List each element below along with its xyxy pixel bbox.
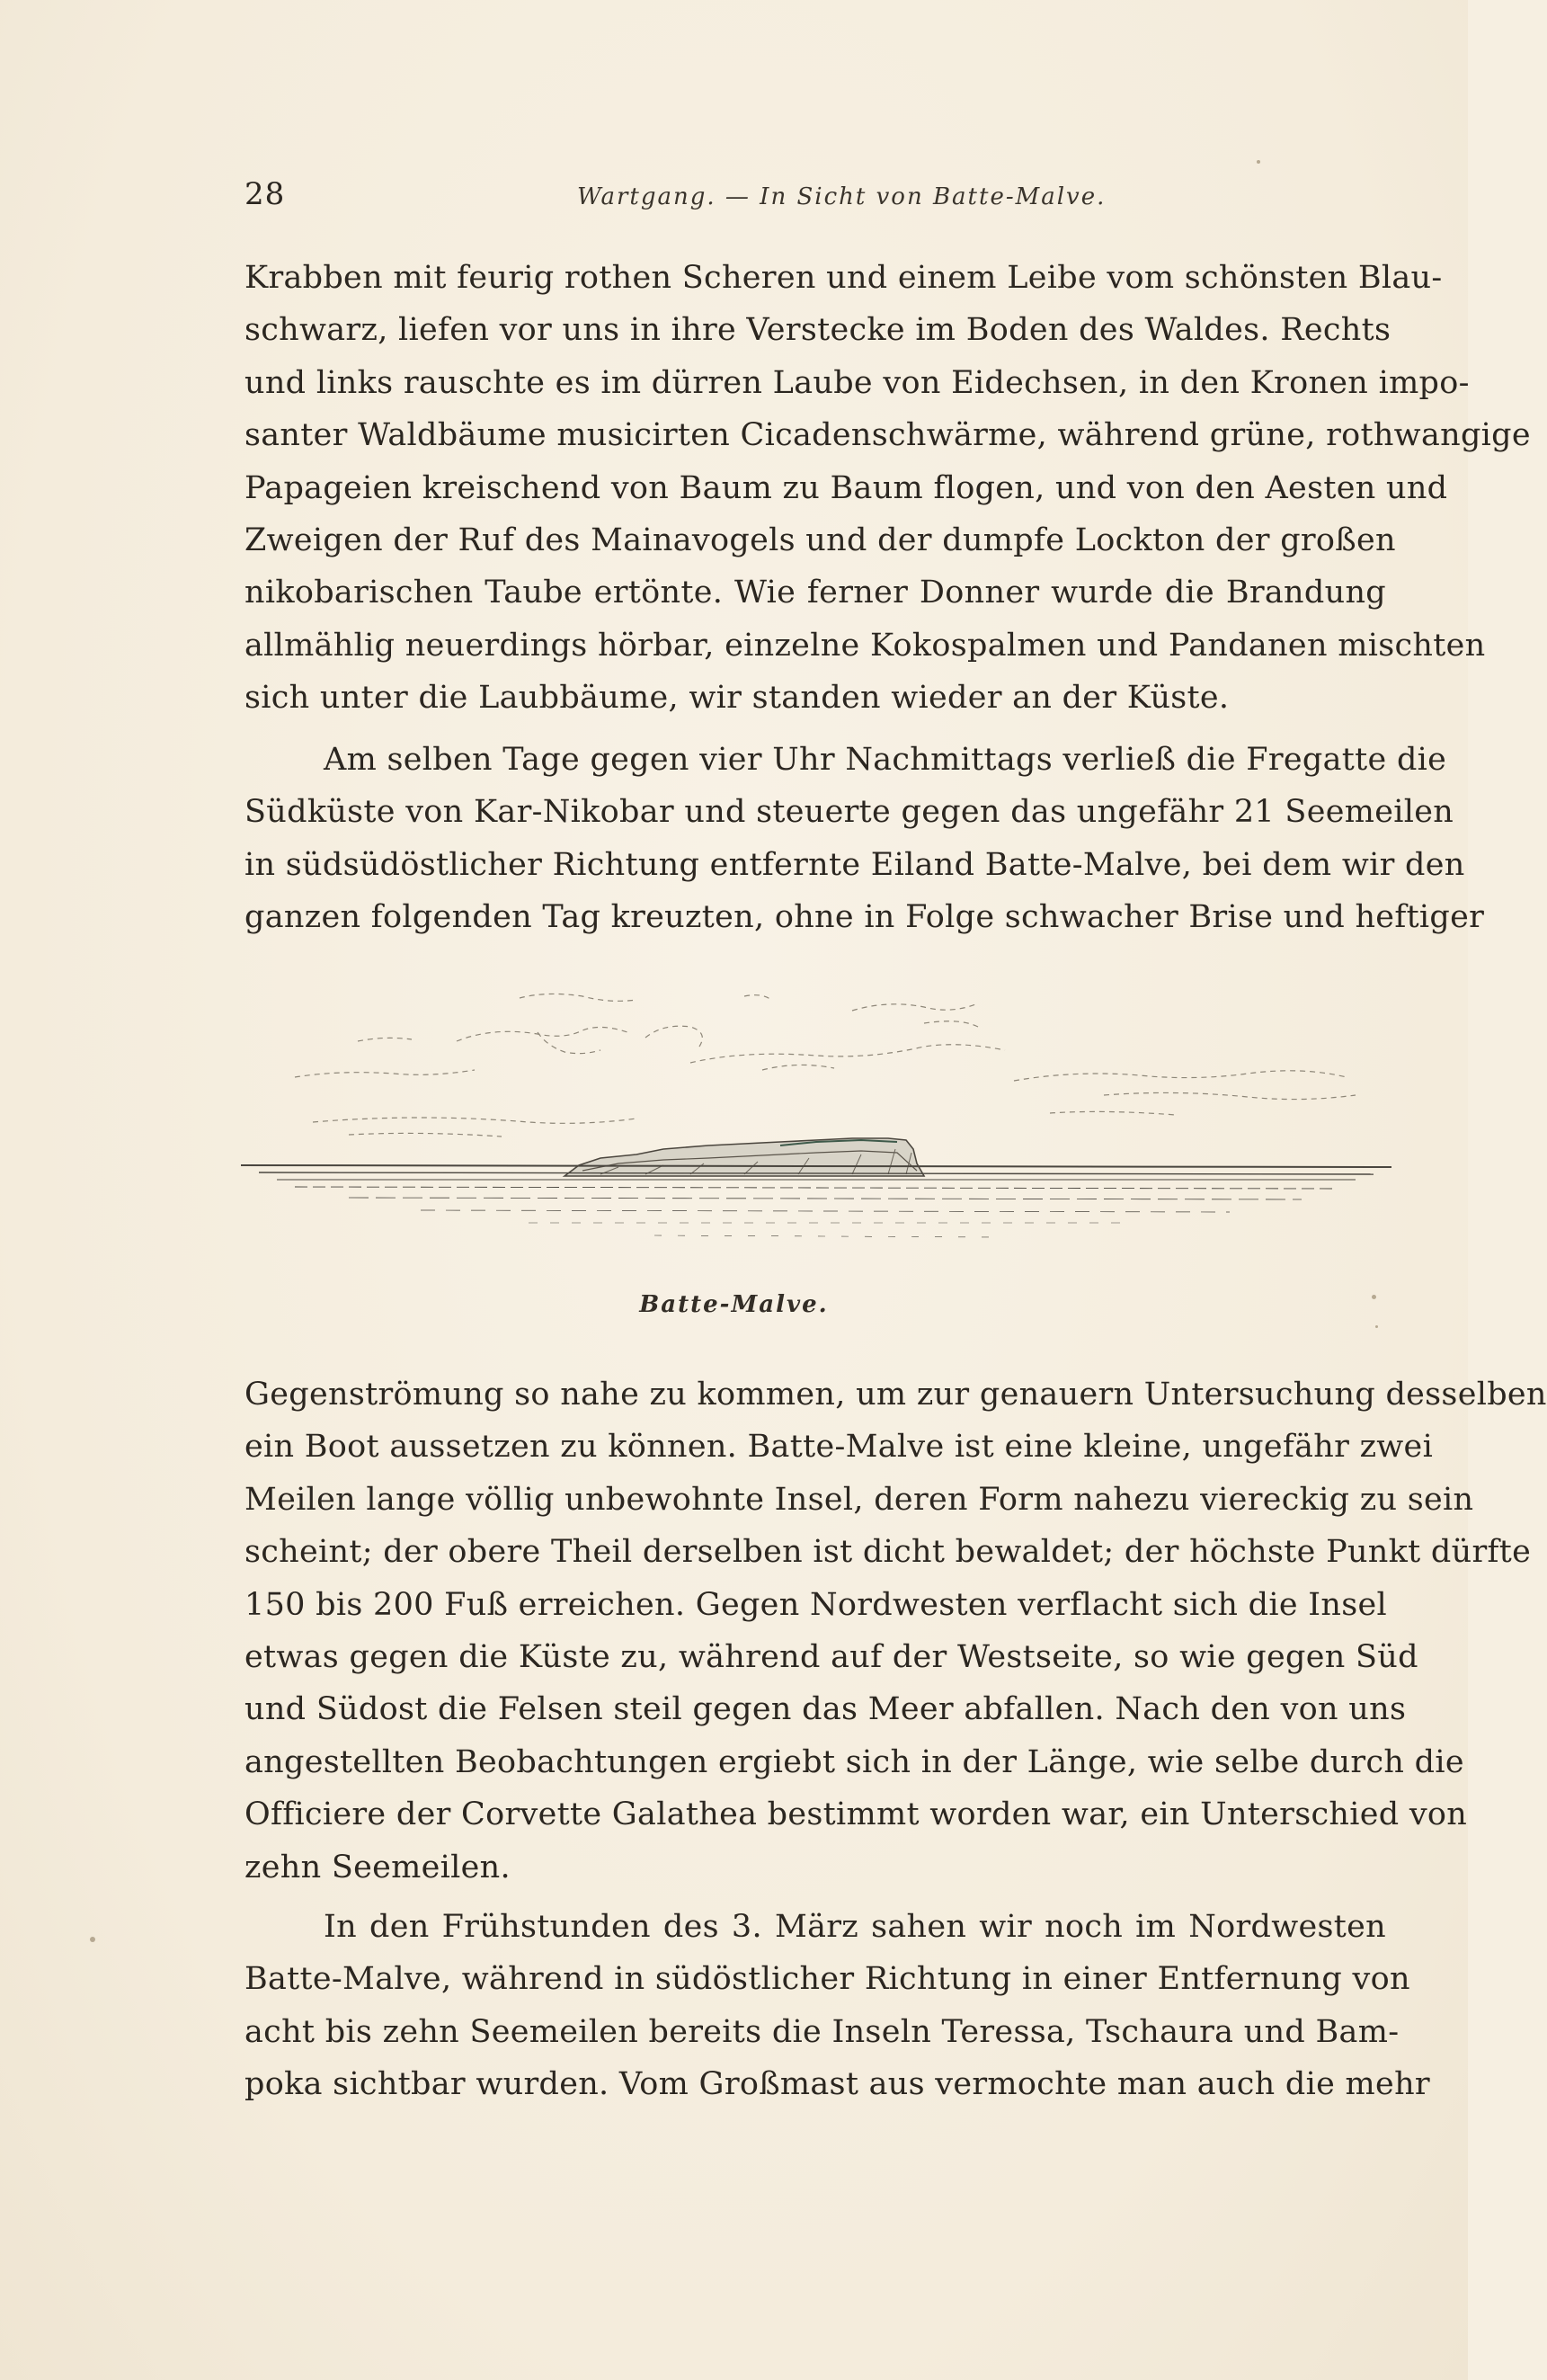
text-line: acht bis zehn Seemeilen bereits die Inseln Teressa, Tschaura und Bam- xyxy=(244,2013,1400,2050)
text-line: ein Boot aussetzen zu können. Batte-Malve ist eine kleine, ungefähr zwei xyxy=(244,1429,1434,1466)
text-line: zehn Seemeilen. xyxy=(244,1849,511,1885)
text-line: Zweigen der Ruf des Mainavogels und der dumpfe Lockton der großen xyxy=(244,522,1396,559)
text-line: und links rauschte es im dürren Laube von Eidechsen, in den Kronen impo- xyxy=(244,364,1470,401)
paper-speck xyxy=(1257,160,1260,164)
text-line: nikobarischen Taube ertönte. Wie ferner Donner wurde die Brandung xyxy=(244,575,1386,611)
text-line: Südküste von Kar-Nikobar und steuerte gegen das ungefähr 21 Seemeilen xyxy=(244,794,1454,831)
text-line: allmählig neuerdings hörbar, einzelne Kokospalmen und Pandanen mischten xyxy=(244,627,1486,664)
text-line: Officiere der Corvette Galathea bestimmt worden war, ein Unterschied von xyxy=(244,1796,1468,1833)
text-line: poka sichtbar wurden. Vom Großmast aus vermochte man auch die mehr xyxy=(244,2066,1430,2103)
text-line: In den Frühstunden des 3. März sahen wir noch im Nordwesten xyxy=(324,1909,1386,1945)
text-line: santer Waldbäume musicirten Cicadenschwärme, während grüne, rothwangige xyxy=(244,417,1531,454)
text-line: angestellten Beobachtungen ergiebt sich in der Länge, wie selbe durch die xyxy=(244,1743,1464,1780)
running-title: Wartgang. — In Sicht von Batte-Malve. xyxy=(577,183,1107,210)
paper-speck xyxy=(1375,1325,1378,1328)
text-line: Meilen lange völlig unbewohnte Insel, deren Form nahezu viereckig zu sein xyxy=(244,1481,1474,1518)
paper-speck xyxy=(1372,1295,1376,1299)
text-line: Am selben Tage gegen vier Uhr Nachmittags verließ die Fregatte die xyxy=(324,742,1447,778)
paragraph-3 xyxy=(244,1368,1547,1894)
page-number: 28 xyxy=(244,176,286,212)
cloud-lines xyxy=(295,994,1356,1137)
text-line: Batte-Malve, während in südöstlicher Richtung in einer Entfernung von xyxy=(244,1961,1410,1998)
text-line: und Südost die Felsen steil gegen das Meer abfallen. Nach den von uns xyxy=(244,1691,1407,1728)
text-line: 150 bis 200 Fuß erreichen. Gegen Nordwesten verflacht sich die Insel xyxy=(244,1586,1388,1623)
paragraph-1 xyxy=(244,252,1531,725)
text-line: etwas gegen die Küste zu, während auf der Westseite, so wie gegen Süd xyxy=(244,1639,1418,1676)
text-line: in südsüdöstlicher Richtung entfernte Eiland Batte-Malve, bei dem wir den xyxy=(244,846,1465,883)
text-line: scheint; der obere Theil derselben ist dicht bewaldet; der höchste Punkt dürfte xyxy=(244,1534,1532,1571)
text-line: Krabben mit feurig rothen Scheren und einem Leibe vom schönsten Blau- xyxy=(244,260,1443,296)
paragraph-4 xyxy=(244,1901,1430,2111)
figure-caption: Batte-Malve. xyxy=(639,1291,829,1318)
island-silhouette xyxy=(565,1138,924,1176)
paragraph-2 xyxy=(244,734,1485,944)
text-line: Gegenströmung so nahe zu kommen, um zur genauern Untersuchung desselben xyxy=(244,1377,1547,1413)
text-line: schwarz, liefen vor uns in ihre Verstecke im Boden des Waldes. Rechts xyxy=(244,312,1391,349)
page-header xyxy=(244,176,1386,212)
text-line: Papageien kreischend von Baum zu Baum flogen, und von den Aesten und xyxy=(244,469,1448,506)
island-illustration xyxy=(241,987,1391,1293)
paper-speck xyxy=(90,1937,95,1942)
text-line: sich unter die Laubbäume, wir standen wieder an der Küste. xyxy=(244,680,1230,717)
text-line: ganzen folgenden Tag kreuzten, ohne in Folge schwacher Brise und heftiger xyxy=(244,899,1485,936)
